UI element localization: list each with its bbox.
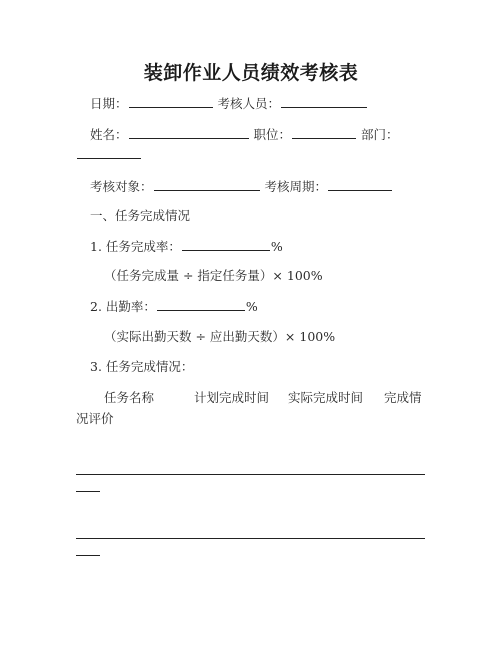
name-position-row (90, 126, 399, 143)
subject-blank[interactable] (154, 178, 260, 191)
assessor-label: 考核人员： (217, 96, 281, 111)
item2-label: 2. 出勤率： (90, 299, 156, 314)
subject-period-row (90, 178, 393, 195)
date-label: 日期： (90, 96, 128, 111)
item2-row (90, 298, 258, 315)
item1-label: 1. 任务完成率： (90, 239, 181, 254)
department-wrap-row (76, 146, 142, 163)
fill-line-2-wrap[interactable] (76, 555, 100, 556)
fill-line-1-wrap[interactable] (76, 491, 100, 492)
item2-blank[interactable] (157, 298, 245, 311)
item1-blank[interactable] (182, 238, 270, 251)
name-blank[interactable] (129, 126, 249, 139)
fill-line-1[interactable] (76, 474, 425, 475)
item1-formula: （任务完成量 ÷ 指定任务量）× 100% (104, 268, 323, 283)
position-label: 职位： (253, 127, 292, 142)
department-blank[interactable] (77, 146, 141, 159)
item1-row (90, 238, 283, 255)
period-label: 考核周期： (264, 179, 328, 194)
header-completion-a: 完成情 (384, 390, 422, 405)
name-label: 姓名： (90, 127, 128, 142)
item3-label: 3. 任务完成情况： (90, 359, 194, 374)
header-completion-b: 况评价 (76, 411, 114, 426)
item1-unit: % (270, 239, 283, 254)
item2-formula: （实际出勤天数 ÷ 应出勤天数）× 100% (104, 329, 336, 344)
period-blank[interactable] (328, 178, 392, 191)
header-task-name: 任务名称 (104, 390, 155, 405)
position-blank[interactable] (292, 126, 356, 139)
header-actual-time: 实际完成时间 (288, 390, 364, 405)
date-assessor-row (90, 95, 368, 112)
assessor-blank[interactable] (281, 95, 367, 108)
item2-unit: % (245, 299, 258, 314)
department-label: 部门： (361, 127, 399, 142)
section1-heading: 一、任务完成情况 (90, 208, 191, 223)
date-blank[interactable] (129, 95, 213, 108)
subject-label: 考核对象： (90, 179, 153, 194)
fill-line-2[interactable] (76, 538, 425, 539)
document-title: 装卸作业人员绩效考核表 (143, 62, 359, 84)
header-planned-time: 计划完成时间 (194, 390, 270, 405)
